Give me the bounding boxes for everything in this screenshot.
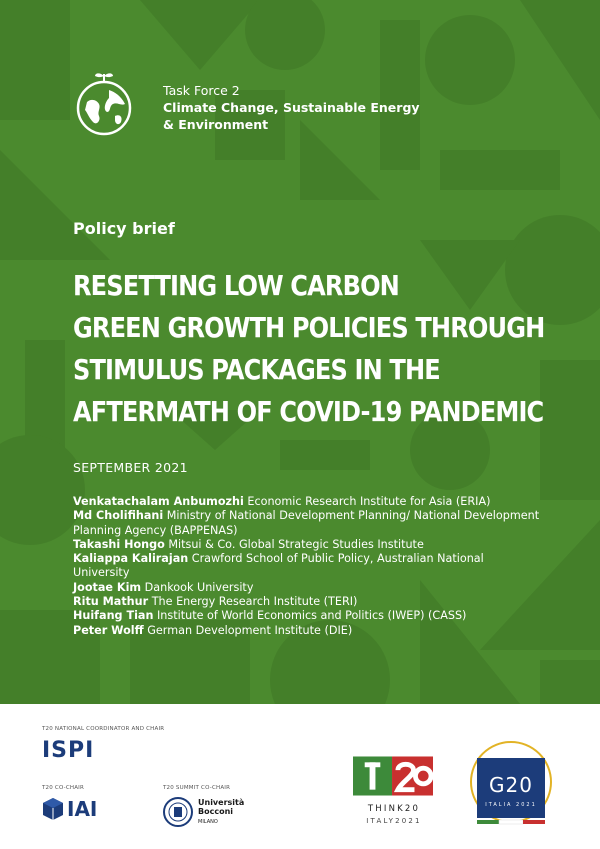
italy2021-label: ITALY2021 xyxy=(366,817,422,825)
author-name: Md Cholifihani xyxy=(73,509,164,523)
iai-logo-block xyxy=(42,797,97,821)
author-entry xyxy=(73,538,543,552)
title-line: RESETTING LOW CARBON xyxy=(73,269,399,302)
author-affiliation: German Development Institute (DIE) xyxy=(147,623,353,637)
author-affiliation: Mitsui & Co. Global Strategic Studies Institute xyxy=(168,537,424,551)
cochair-label: T20 CO-CHAIR xyxy=(42,785,84,791)
think20-label: THINK20 xyxy=(367,804,421,814)
globe-sprout-icon xyxy=(73,70,135,136)
title-line: GREEN GROWTH POLICIES THROUGH xyxy=(73,311,545,344)
author-affiliation: Crawford School of Public Policy, Australian National University xyxy=(73,552,484,580)
bocconi-line2: Bocconi xyxy=(198,806,234,816)
document-title xyxy=(73,265,544,433)
iai-cube-icon xyxy=(42,797,64,821)
bocconi-logo-block xyxy=(163,797,244,827)
author-list xyxy=(73,495,543,638)
author-entry xyxy=(73,581,543,595)
ispi-logo: ISPI xyxy=(42,738,95,763)
svg-text:G20: G20 xyxy=(489,773,533,797)
author-affiliation: Economic Research Institute for Asia (ERIA) xyxy=(247,495,491,508)
author-affiliation: Institute of World Economics and Politics (IWEP) (CASS) xyxy=(157,609,467,623)
bocconi-line1: Università xyxy=(198,797,245,807)
author-name: Jootae Kim xyxy=(73,580,142,594)
author-affiliation: Dankook University xyxy=(144,580,254,594)
author-affiliation: Ministry of National Development Planning/ National Development Planning Agency (BAPPENAS) xyxy=(73,509,540,537)
author-name: Venkatachalam Anbumozhi xyxy=(73,495,244,508)
task-force-topic-line1: Climate Change, Sustainable Energy xyxy=(163,100,420,115)
svg-text:ITALIA 2021: ITALIA 2021 xyxy=(485,802,537,808)
bocconi-text xyxy=(198,798,244,827)
coordinator-label: T20 NATIONAL COORDINATOR AND CHAIR xyxy=(42,726,165,732)
task-force-text xyxy=(163,82,420,133)
author-name: Huifang Tian xyxy=(73,609,154,623)
author-name: Ritu Mathur xyxy=(73,595,149,609)
document-type: Policy brief xyxy=(73,219,175,238)
task-force-block xyxy=(73,70,420,136)
iai-logo: IAI xyxy=(67,797,98,821)
author-entry xyxy=(73,495,543,509)
author-entry xyxy=(73,624,543,638)
title-line: AFTERMATH OF COVID-19 PANDEMIC xyxy=(73,395,544,428)
author-name: Takashi Hongo xyxy=(73,537,165,551)
title-line: STIMULUS PACKAGES IN THE xyxy=(73,353,440,386)
author-name: Kaliappa Kalirajan xyxy=(73,552,189,566)
bocconi-city: MILANO xyxy=(198,818,218,825)
publication-date: SEPTEMBER 2021 xyxy=(73,460,188,475)
author-entry xyxy=(73,595,543,609)
t20-logo xyxy=(353,752,433,800)
summit-cochair-label: T20 SUMMIT CO-CHAIR xyxy=(163,785,231,791)
author-entry xyxy=(73,552,543,581)
author-entry xyxy=(73,609,543,623)
task-force-number: Task Force 2 xyxy=(163,83,240,98)
author-affiliation: The Energy Research Institute (TERI) xyxy=(151,595,358,609)
task-force-topic-line2: & Environment xyxy=(163,117,269,132)
author-name: Peter Wolff xyxy=(73,623,144,637)
author-entry xyxy=(73,509,543,538)
bocconi-seal-icon xyxy=(163,797,193,827)
g20-logo xyxy=(469,740,553,830)
